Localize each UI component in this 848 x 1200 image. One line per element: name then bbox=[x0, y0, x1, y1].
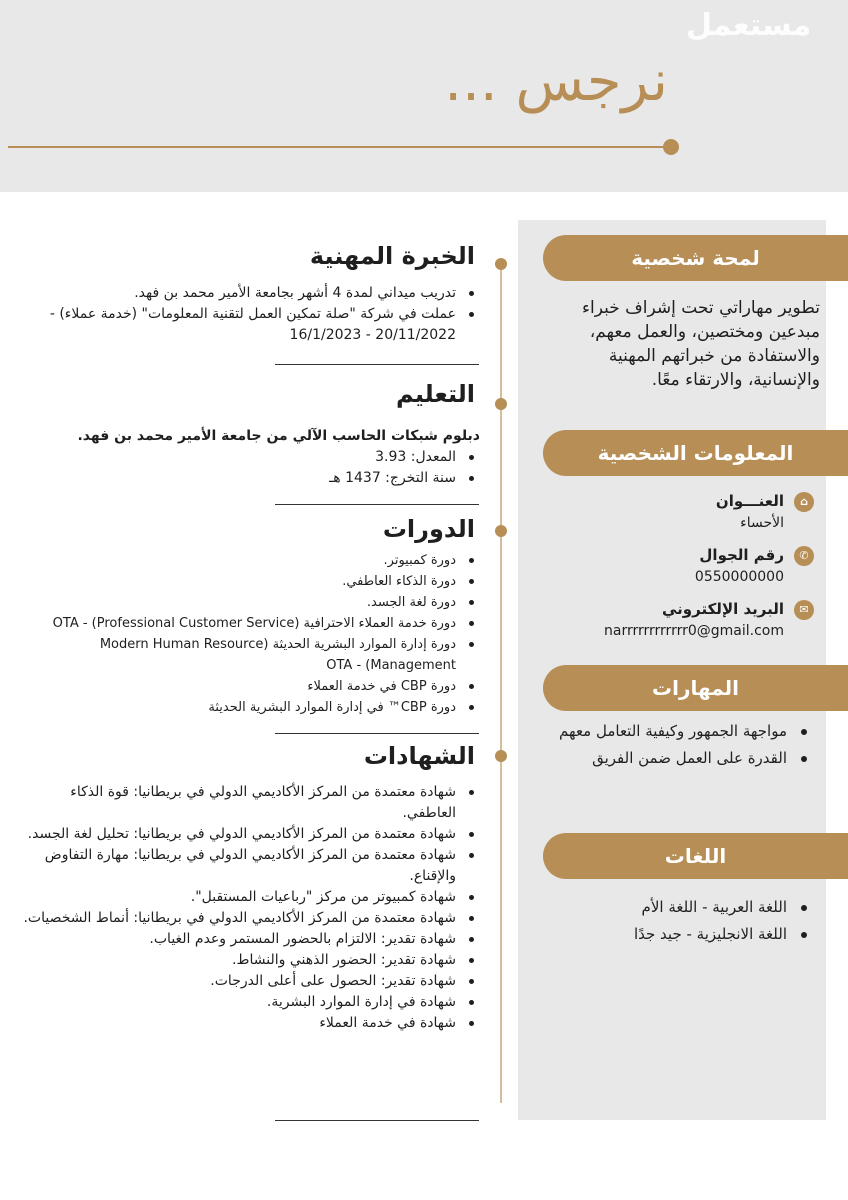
mail-icon: ✉ bbox=[794, 600, 814, 620]
list-item: مواجهة الجمهور وكيفية التعامل معهم bbox=[545, 718, 815, 745]
certificates-title: الشهادات bbox=[363, 742, 475, 770]
header-divider-dot bbox=[663, 139, 679, 155]
person-name: نرجس ... bbox=[444, 49, 668, 114]
timeline-dot bbox=[495, 525, 507, 537]
list-item: اللغة الانجليزية - جيد جدًا bbox=[545, 921, 815, 948]
list-item: شهادة كمبيوتر من مركز "رباعيات المستقبل". bbox=[18, 887, 478, 908]
list-item: شهادة في إدارة الموارد البشرية. bbox=[18, 992, 478, 1013]
list-item: دورة CBP في خدمة العملاء bbox=[18, 676, 478, 697]
courses-title: الدورات bbox=[382, 515, 475, 543]
watermark-logo: مستعمل bbox=[686, 8, 812, 43]
email-item bbox=[560, 598, 814, 642]
list-item: دورة CBP™ في إدارة الموارد البشرية الحديثة bbox=[18, 697, 478, 718]
phone-icon: ✆ bbox=[794, 546, 814, 566]
address-label: العنـــوان bbox=[715, 492, 784, 510]
timeline-dot bbox=[495, 258, 507, 270]
address-item bbox=[560, 490, 814, 534]
skills-heading: المهارات bbox=[543, 665, 848, 711]
list-item: دورة إدارة الموارد البشرية الحديثة (Modern Human Resource Management) - OTA bbox=[18, 634, 478, 676]
personal-info-heading: المعلومات الشخصية bbox=[543, 430, 848, 476]
section-divider bbox=[275, 364, 479, 365]
profile-text: تطوير مهاراتي تحت إشراف خبراء مبدعين ومختصين، والعمل معهم، والاستفادة من خبراتهم المهنية والإنسانية، والارتقاء معًا. bbox=[582, 298, 820, 390]
list-item: دورة الذكاء العاطفي. bbox=[18, 571, 478, 592]
timeline-dot bbox=[495, 750, 507, 762]
section-divider bbox=[275, 733, 479, 734]
address-value: الأحساء bbox=[740, 515, 784, 531]
list-item: دورة لغة الجسد. bbox=[18, 592, 478, 613]
list-item: شهادة معتمدة من المركز الأكاديمي الدولي في بريطانيا: أنماط الشخصيات. bbox=[18, 908, 478, 929]
experience-list bbox=[18, 283, 478, 346]
list-item: شهادة في خدمة العملاء bbox=[18, 1013, 478, 1034]
list-item: المعدل: 3.93 bbox=[18, 447, 478, 468]
timeline-line bbox=[500, 263, 502, 1103]
phone-label: رقم الجوال bbox=[699, 546, 784, 564]
home-icon: ⌂ bbox=[794, 492, 814, 512]
list-item: سنة التخرج: 1437 هـ bbox=[18, 468, 478, 489]
list-item: شهادة تقدير: الالتزام بالحضور المستمر وعدم الغياب. bbox=[18, 929, 478, 950]
education-list bbox=[18, 447, 478, 489]
list-item: شهادة معتمدة من المركز الأكاديمي الدولي في بريطانيا: قوة الذكاء العاطفي. bbox=[18, 782, 478, 824]
section-divider bbox=[275, 504, 479, 505]
education-degree: دبلوم شبكات الحاسب الآلي من جامعة الأمير محمد بن فهد. bbox=[77, 428, 480, 444]
timeline-dot bbox=[495, 398, 507, 410]
skills-list bbox=[545, 718, 815, 772]
list-item: دورة خدمة العملاء الاحترافية (Professional Customer Service) - OTA bbox=[18, 613, 478, 634]
languages-list bbox=[545, 894, 815, 948]
list-item: شهادة معتمدة من المركز الأكاديمي الدولي في بريطانيا: مهارة التفاوض والإقناع. bbox=[18, 845, 478, 887]
list-item: عملت في شركة "صلة تمكين العمل لتقنية المعلومات" (خدمة عملاء) - 20/11/2022 - 16/1/2023 bbox=[18, 304, 478, 346]
header-divider bbox=[8, 146, 670, 148]
list-item: شهادة تقدير: الحصول على أعلى الدرجات. bbox=[18, 971, 478, 992]
list-item: اللغة العربية - اللغة الأم bbox=[545, 894, 815, 921]
courses-list bbox=[18, 550, 478, 718]
experience-title: الخبرة المهنية bbox=[309, 242, 475, 270]
email-value: narrrrrrrrrrrr0@gmail.com bbox=[604, 623, 784, 639]
list-item: تدريب ميداني لمدة 4 أشهر بجامعة الأمير محمد بن فهد. bbox=[18, 283, 478, 304]
education-title: التعليم bbox=[396, 380, 475, 408]
profile-heading: لمحة شخصية bbox=[543, 235, 848, 281]
list-item: شهادة معتمدة من المركز الأكاديمي الدولي في بريطانيا: تحليل لغة الجسد. bbox=[18, 824, 478, 845]
certificates-list bbox=[18, 782, 478, 1034]
list-item: دورة كمبيوتر. bbox=[18, 550, 478, 571]
email-label: البريد الإلكتروني bbox=[662, 600, 784, 618]
phone-value: 0550000000 bbox=[694, 569, 784, 585]
languages-heading: اللغات bbox=[543, 833, 848, 879]
section-divider bbox=[275, 1120, 479, 1121]
header-band bbox=[0, 0, 848, 192]
list-item: القدرة على العمل ضمن الفريق bbox=[545, 745, 815, 772]
phone-item bbox=[560, 544, 814, 588]
list-item: شهادة تقدير: الحضور الذهني والنشاط. bbox=[18, 950, 478, 971]
